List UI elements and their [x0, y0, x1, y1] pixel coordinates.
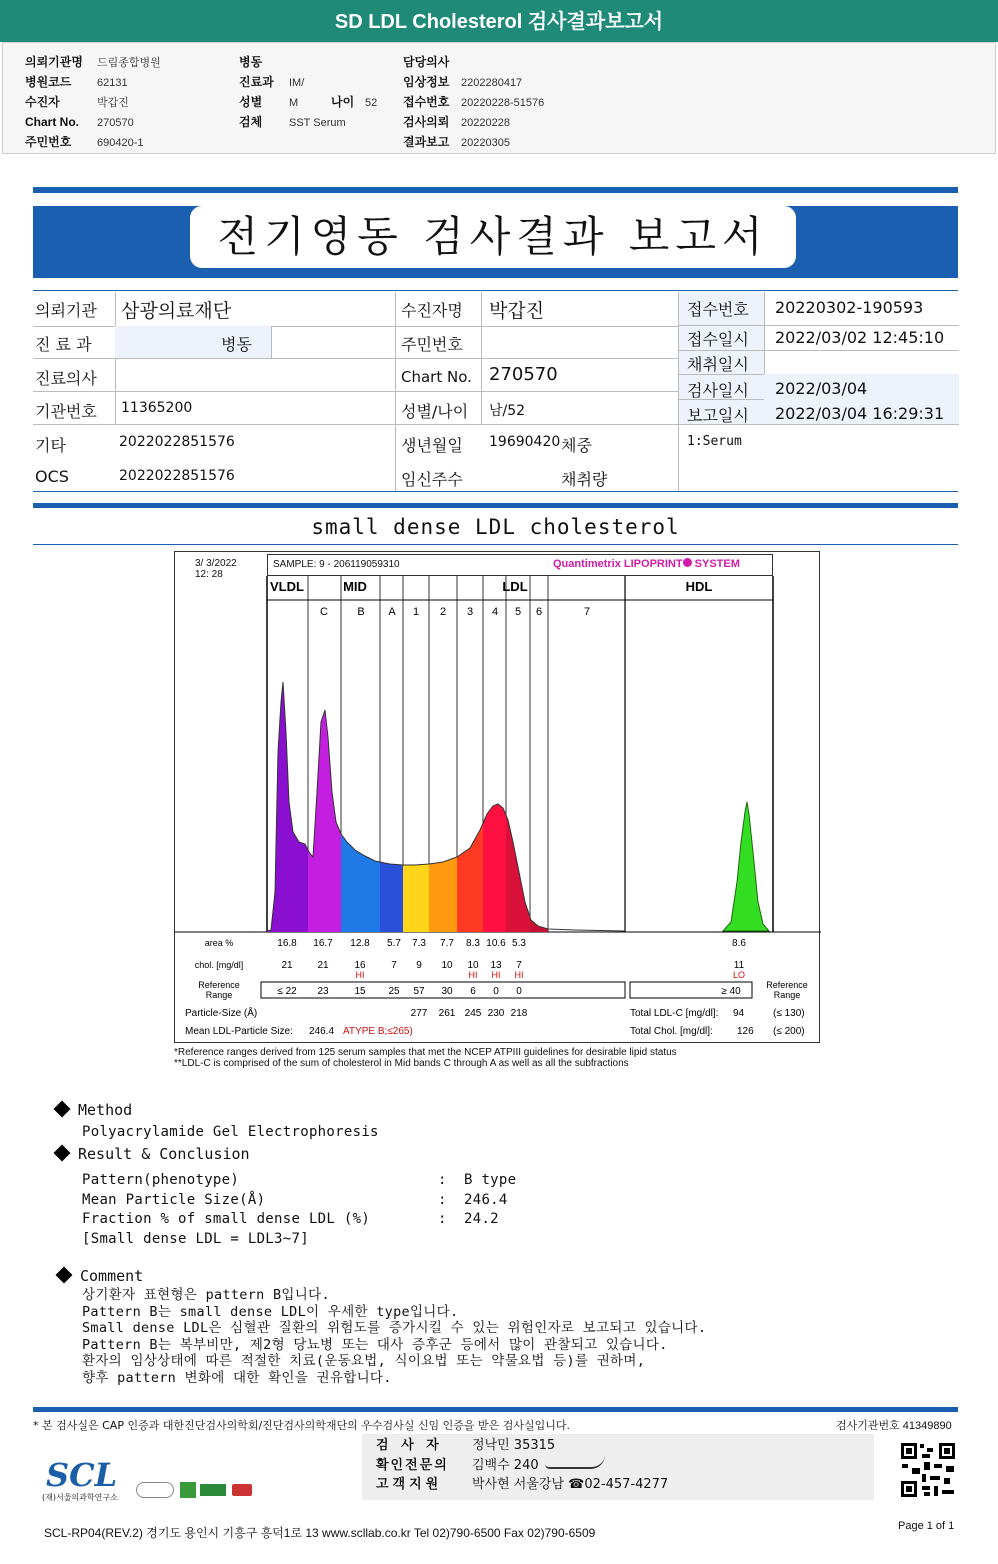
chol-value: 7	[516, 960, 522, 971]
staff-value: 김백수 240	[472, 1458, 539, 1473]
divider	[33, 290, 958, 291]
chol-flag: HI	[355, 970, 365, 980]
report-date-label: 보고일시	[687, 406, 749, 425]
sexage-value: 남/52	[489, 403, 526, 419]
total-chol-ref: (≤ 200)	[773, 1026, 805, 1037]
ref-value: 30	[441, 986, 453, 997]
particle-size-value: 277	[410, 1008, 428, 1019]
top-label: 검사의뢰	[403, 115, 450, 129]
report-date-value: 2022/03/04 16:29:31	[775, 404, 945, 423]
ref-value: ≥ 40	[721, 986, 741, 997]
band-label: 5	[514, 606, 522, 618]
result-value: 246.4	[464, 1191, 508, 1208]
info-left	[33, 292, 678, 492]
band-label: 1	[412, 606, 420, 618]
band-fill	[530, 917, 548, 932]
chart-svg	[175, 552, 821, 1044]
method-text: Polyacrylamide Gel Electrophoresis	[82, 1124, 379, 1140]
row-label-area: area %	[204, 938, 234, 948]
dept-label: 진 료 과	[35, 335, 92, 354]
comment-line: Small dense LDL은 심혈관 질환의 위험도를 증가시킬 수 있는 위험인자로 보고되고 있습니다.	[82, 1320, 707, 1337]
ref-value: ≤ 22	[277, 986, 297, 997]
rrn-label: 주민번호	[401, 335, 463, 354]
area-value: 8.3	[466, 938, 480, 949]
mean-type-value: ATYPE B;≤265)	[343, 1026, 413, 1037]
chart-brand-name: Quantimetrix LIPOPRINT	[553, 558, 683, 570]
hdl-peak	[723, 802, 769, 931]
chol-flag: HI	[468, 970, 478, 980]
area-value: 8.6	[732, 938, 746, 949]
signature-icon	[545, 1455, 605, 1469]
etc-value: 2022022851576	[119, 434, 235, 450]
result-value: B type	[464, 1172, 517, 1188]
band-fill	[506, 815, 530, 932]
particle-size-value: 218	[510, 1008, 528, 1019]
chol-value: 21	[281, 960, 293, 971]
ref-value: 23	[317, 986, 329, 997]
result-heading	[56, 1145, 250, 1163]
inst-value: 삼광의료재단	[121, 300, 232, 322]
accreditation-logos	[136, 1480, 256, 1502]
sexage-label: 성별/나이	[401, 402, 469, 421]
inst-label: 의뢰기관	[35, 301, 97, 320]
comment-lines	[82, 1287, 706, 1387]
top-label: 검체	[239, 115, 263, 129]
chart-no-value: 270570	[489, 364, 558, 385]
top-value: 690420-1	[97, 137, 144, 149]
ref-value: 25	[388, 986, 400, 997]
top-label: 임상정보	[403, 75, 450, 89]
footer-address: SCL-RP04(REV.2) 경기도 용인시 기흥구 흥덕1로 13 www.scllab.co.kr Tel 02)790-6500 Fax 02)790-6509	[44, 1526, 596, 1540]
chol-value: 21	[317, 960, 329, 971]
row-label-chol: chol. [mg/dl]	[194, 960, 244, 970]
area-value: 12.8	[350, 938, 370, 949]
specimen-value: 1:Serum	[687, 434, 742, 449]
ref-value: 57	[413, 986, 425, 997]
band-fill	[267, 682, 308, 932]
top-value: 270570	[97, 117, 134, 129]
page-number: Page 1 of 1	[898, 1520, 955, 1532]
total-ldl-label: Total LDL-C [mg/dl]:	[630, 1008, 719, 1019]
group-label: MID	[343, 579, 367, 594]
chart-brand-suffix: SYSTEM	[694, 558, 740, 570]
preg-label: 임신주수	[401, 470, 463, 489]
org-value: 11365200	[121, 400, 193, 416]
chol-value: 7	[391, 960, 397, 971]
top-value: 2202280417	[461, 77, 523, 89]
staff-label: 검 사 자	[376, 1438, 443, 1453]
top-value: SST Serum	[289, 117, 346, 129]
top-label: 성별	[239, 95, 263, 109]
dept-value: 병동	[221, 335, 252, 354]
ref-value: 0	[493, 986, 499, 997]
comment-title: Comment	[80, 1267, 144, 1285]
band-fill	[457, 823, 483, 932]
band-label: 2	[439, 606, 447, 618]
mean-size-value: 246.4	[309, 1026, 335, 1037]
ocs-label: OCS	[35, 467, 69, 486]
age-label: 나이	[331, 95, 355, 109]
recv-date-value: 2022/03/02 12:45:10	[775, 328, 945, 347]
top-value: IM/	[289, 77, 305, 89]
method-title: Method	[78, 1101, 133, 1119]
total-chol-value: 126	[737, 1026, 754, 1037]
top-value: 20220228-51576	[461, 97, 545, 109]
result-rows: Pattern(phenotype) : B type Mean Particle Size(Å) : 246.4 Fraction % of small dense LDL (%) : 24.2 [Small dense LDL = LDL3~7]	[82, 1171, 516, 1249]
top-value: 20220305	[461, 137, 510, 149]
info-right	[678, 292, 958, 492]
top-label: 주민번호	[25, 135, 72, 149]
staff-label: 확인전문의	[376, 1458, 449, 1473]
cap-logo-icon	[136, 1482, 174, 1498]
top-label: 병동	[239, 55, 263, 69]
recv-no-label: 접수번호	[687, 300, 749, 319]
top-value: 드림종합병원	[97, 57, 161, 69]
comment-line: Pattern B는 small dense LDL이 우세한 type입니다.	[82, 1303, 459, 1320]
divider	[33, 491, 958, 492]
chart-time: 12: 28	[195, 569, 223, 580]
chol-value: 10	[441, 960, 453, 971]
top-value: 박갑진	[97, 97, 129, 109]
group-label: HDL	[685, 579, 713, 594]
band-fill	[380, 862, 403, 932]
group-label: LDL	[502, 579, 528, 594]
band-label: 6	[535, 606, 543, 618]
band-label: 3	[466, 606, 474, 618]
chol-flag: LO	[732, 970, 746, 980]
top-value: 62131	[97, 77, 128, 89]
ref-value: 0	[516, 986, 522, 997]
band-fill	[341, 834, 380, 932]
area-value: 5.3	[512, 938, 526, 949]
row-label-ref-2: Range	[205, 990, 233, 1000]
row-label-psize: Particle-Size (Å)	[185, 1008, 258, 1019]
chol-value: 10	[467, 960, 479, 971]
footnotes	[174, 1047, 677, 1069]
top-label: Chart No.	[25, 115, 79, 129]
area-value: 10.6	[486, 938, 506, 949]
top-col1	[25, 51, 161, 151]
top-label: 결과보고	[403, 135, 450, 149]
band-label: A	[388, 606, 396, 618]
area-value: 5.7	[387, 938, 401, 949]
result-key: Mean Particle Size(Å)	[82, 1191, 266, 1208]
band-fill	[429, 857, 457, 932]
doctor-label: 진료의사	[35, 369, 97, 388]
chol-flag: HI	[491, 970, 501, 980]
chol-value: 9	[416, 960, 422, 971]
diamond-icon	[54, 1101, 71, 1118]
total-ldl-ref: (≤ 130)	[773, 1008, 805, 1019]
lipoprint-chart	[174, 551, 820, 1043]
result-key: Pattern(phenotype)	[82, 1172, 240, 1188]
chol-value: 16	[354, 960, 366, 971]
org-label: 기관번호	[35, 402, 97, 421]
recv-no-value: 20220302-190593	[775, 298, 924, 317]
band-fill	[483, 804, 506, 932]
method-heading	[56, 1101, 132, 1119]
chart-sample: SAMPLE: 9 - 206119059310	[273, 559, 400, 570]
eqa-logo-icon	[200, 1484, 226, 1496]
top-label: 담당의사	[403, 55, 450, 69]
recv-date-label: 접수일시	[687, 330, 749, 349]
ref-value: 6	[470, 986, 476, 997]
particle-size-value: 245	[464, 1008, 482, 1019]
band-label: 7	[583, 606, 591, 618]
result-title: Result & Conclusion	[78, 1145, 250, 1163]
diamond-icon	[54, 1145, 71, 1162]
org-number: 검사기관번호 41349890	[836, 1420, 952, 1432]
area-value: 16.7	[313, 938, 333, 949]
row-label-mean: Mean LDL-Particle Size:	[185, 1026, 293, 1037]
top-col3	[403, 51, 544, 151]
info-table	[33, 290, 958, 291]
result-key: Fraction % of small dense LDL (%)	[82, 1211, 371, 1227]
section-title: small dense LDL cholesterol	[311, 515, 680, 539]
report-title: 전기영동 검사결과 보고서	[190, 206, 796, 268]
footnote: *Reference ranges derived from 125 serum samples that met the NCEP ATPIII guidelines for desirable lipid status	[174, 1047, 677, 1058]
ocs-value: 2022022851576	[119, 468, 235, 484]
footnote: **LDL-C is comprised of the sum of cholesterol in Mid bands C through A as well as all the subfractions	[174, 1058, 629, 1069]
staff-value: 정낙민 35315	[472, 1438, 556, 1453]
area-value: 16.8	[277, 938, 297, 949]
dob-label: 생년월일	[401, 436, 463, 455]
section-bar	[33, 503, 958, 508]
top-label: 수진자	[25, 95, 60, 109]
result-value: 24.2	[464, 1211, 499, 1227]
dob-value: 19690420	[489, 434, 561, 450]
qr-code-icon	[900, 1442, 956, 1498]
staff-list	[376, 1436, 668, 1494]
top-col2	[239, 51, 377, 131]
test-date-value: 2022/03/04	[775, 379, 868, 398]
particle-size-value: 230	[487, 1008, 505, 1019]
total-chol-label: Total Chol. [mg/dl]:	[630, 1026, 713, 1037]
top-value: M	[289, 97, 299, 109]
etc-label: 기타	[35, 436, 66, 455]
comment-line: Pattern B는 복부비만, 제2형 당뇨병 또는 대사 증후군 등에서 많이 관찰되고 있습니다.	[82, 1336, 668, 1353]
right-ref-label-2: Range	[773, 990, 801, 1000]
akas-logo-icon	[232, 1484, 252, 1496]
total-ldl-value: 94	[733, 1008, 745, 1019]
result-note: [Small dense LDL = LDL3~7]	[82, 1230, 309, 1247]
scl-logo: SCL	[46, 1456, 118, 1494]
band-label: C	[320, 606, 328, 618]
chol-flag: HI	[514, 970, 524, 980]
patient-value: 박갑진	[489, 300, 545, 322]
comment-line: 향후 pattern 변화에 대한 확인을 권유합니다.	[82, 1369, 392, 1386]
group-label: VLDL	[270, 579, 304, 594]
title-top-bar	[33, 187, 958, 193]
comment-heading	[58, 1267, 143, 1285]
test-date-label: 검사일시	[687, 381, 749, 400]
lm-logo-icon	[180, 1482, 196, 1498]
band-label: 4	[491, 606, 499, 618]
staff-label: 고객지원	[376, 1477, 443, 1492]
chart-no-label: Chart No.	[401, 368, 472, 386]
chart-date: 3/ 3/2022	[195, 558, 237, 569]
right-ref-label: Reference	[766, 980, 808, 990]
particle-size-value: 261	[438, 1008, 456, 1019]
patient-label: 수진자명	[401, 301, 463, 320]
staff-value: 박사현 서울강남 ☎02-457-4277	[472, 1477, 669, 1492]
scl-logo-sub: (재)서울의과학연구소	[42, 1493, 118, 1502]
collect-label: 채취일시	[687, 355, 749, 374]
top-value: 20220228	[461, 117, 510, 129]
top-label: 의뢰기관명	[25, 55, 83, 69]
top-label: 접수번호	[403, 95, 450, 109]
comment-line: 상기환자 표현형은 pattern B입니다.	[82, 1287, 330, 1303]
area-value: 7.7	[440, 938, 454, 949]
chol-value: 11	[733, 960, 745, 971]
amount-label: 채취량	[561, 470, 608, 489]
chol-value: 13	[490, 960, 502, 971]
diamond-icon	[56, 1267, 73, 1284]
ref-value: 15	[354, 986, 366, 997]
footer-bar	[33, 1407, 958, 1412]
report-banner: SD LDL Cholesterol 검사결과보고서	[0, 0, 998, 42]
top-label: 병원코드	[25, 75, 72, 89]
divider	[33, 544, 958, 545]
band-label: B	[357, 606, 365, 618]
band-fill	[403, 864, 429, 932]
top-info-box	[2, 42, 996, 154]
comment-line: 환자의 임상상태에 따른 적절한 치료(운동요법, 식이요법 또는 약물요법 등)를 권하며,	[82, 1353, 646, 1370]
cert-text: * 본 검사실은 CAP 인증과 대한진단검사의학회/진단검사의학재단의 우수검사실 신임 인증을 받은 검사실입니다.	[33, 1419, 571, 1432]
row-label-ref: Reference	[198, 980, 240, 990]
weight-label: 체중	[561, 436, 592, 455]
area-value: 7.3	[412, 938, 426, 949]
top-label: 진료과	[239, 75, 274, 89]
age-value: 52	[365, 97, 378, 109]
